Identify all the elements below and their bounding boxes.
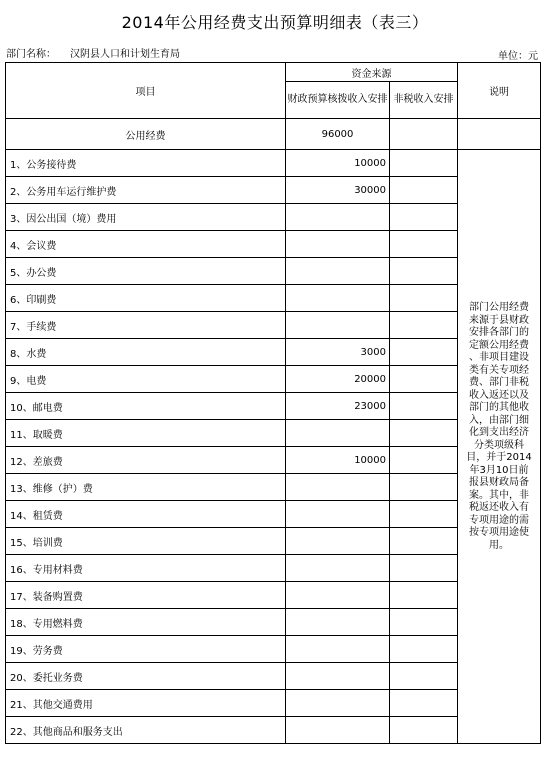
document-title: 2014年公用经费支出预算明细表（表三） xyxy=(121,13,429,32)
total-row xyxy=(6,119,541,150)
item-fiscal xyxy=(286,312,390,339)
item-label: 7、手续费 xyxy=(6,312,286,339)
item-nontax xyxy=(390,366,458,393)
department-name: 汉阴县人口和计划生育局 xyxy=(70,49,180,60)
note-line: 报县财政局备 xyxy=(469,477,529,488)
header-funding-source: 资金来源 xyxy=(286,63,458,82)
item-label: 1、公务接待费 xyxy=(6,150,286,177)
note-line: 用。 xyxy=(489,539,509,551)
note-line: 类有关专项经 xyxy=(469,364,529,376)
item-nontax xyxy=(390,231,458,258)
note-line: 分类项级科 xyxy=(474,439,524,451)
item-nontax xyxy=(390,528,458,555)
item-fiscal xyxy=(286,663,390,690)
total-nontax xyxy=(390,119,458,150)
total-label: 公用经费 xyxy=(6,119,286,150)
item-label: 13、维修（护）费 xyxy=(6,474,286,501)
item-nontax xyxy=(390,177,458,204)
note-line: 税返还收入有 xyxy=(469,502,529,513)
note-line: 专项用途的需 xyxy=(469,514,529,526)
item-nontax xyxy=(390,285,458,312)
item-fiscal xyxy=(286,231,390,258)
note-line: 定额公用经费 xyxy=(469,339,529,351)
item-fiscal xyxy=(286,420,390,447)
note-line: 安排各部门的 xyxy=(469,327,529,338)
note-cell xyxy=(458,150,541,744)
note-line: 部门公用经费 xyxy=(469,302,529,313)
item-nontax xyxy=(390,204,458,231)
item-label: 12、差旅费 xyxy=(6,447,286,474)
header-note: 说明 xyxy=(458,63,541,119)
note-line: 目，并于2014 xyxy=(466,452,532,463)
item-fiscal xyxy=(286,285,390,312)
item-label: 4、会议费 xyxy=(6,231,286,258)
item-label: 10、邮电费 xyxy=(6,393,286,420)
item-fiscal: 23000 xyxy=(286,393,390,420)
item-nontax xyxy=(390,501,458,528)
unit-label: 单位：元 xyxy=(498,51,538,62)
note-line: 部门的其他收 xyxy=(469,402,529,413)
item-label: 14、租赁费 xyxy=(6,501,286,528)
header-fiscal: 财政预算核拨收入安排 xyxy=(286,82,390,119)
item-fiscal xyxy=(286,258,390,285)
item-label: 3、因公出国（境）费用 xyxy=(6,204,286,231)
table-row xyxy=(6,150,541,177)
item-nontax xyxy=(390,312,458,339)
item-fiscal xyxy=(286,474,390,501)
total-note xyxy=(458,119,541,150)
item-fiscal xyxy=(286,204,390,231)
note-line: 费、部门非税 xyxy=(469,377,529,388)
note-line: 年3月10日前 xyxy=(469,464,529,476)
item-nontax xyxy=(390,447,458,474)
item-fiscal xyxy=(286,636,390,663)
department-label: 部门名称： xyxy=(6,49,56,60)
item-fiscal: 30000 xyxy=(286,177,390,204)
item-label: 15、培训费 xyxy=(6,528,286,555)
total-fiscal: 96000 xyxy=(286,119,390,150)
item-label: 17、装备购置费 xyxy=(6,582,286,609)
item-fiscal xyxy=(286,501,390,528)
item-nontax xyxy=(390,420,458,447)
item-label: 18、专用燃料费 xyxy=(6,609,286,636)
item-nontax xyxy=(390,582,458,609)
item-label: 20、委托业务费 xyxy=(6,663,286,690)
item-fiscal: 10000 xyxy=(286,447,390,474)
item-fiscal: 20000 xyxy=(286,366,390,393)
note-line: 案。其中，非 xyxy=(469,489,529,501)
item-label: 21、其他交通费用 xyxy=(6,690,286,717)
note-line: 来源于县财政 xyxy=(469,314,529,326)
item-label: 8、水费 xyxy=(6,339,286,366)
item-nontax xyxy=(390,636,458,663)
item-label: 11、取暖费 xyxy=(6,420,286,447)
item-fiscal xyxy=(286,555,390,582)
item-label: 9、电费 xyxy=(6,366,286,393)
item-fiscal xyxy=(286,528,390,555)
item-nontax xyxy=(390,474,458,501)
item-fiscal xyxy=(286,609,390,636)
item-fiscal xyxy=(286,690,390,717)
item-nontax xyxy=(390,339,458,366)
item-fiscal xyxy=(286,717,390,744)
item-fiscal xyxy=(286,582,390,609)
item-label: 2、公务用车运行维护费 xyxy=(6,177,286,204)
item-label: 22、其他商品和服务支出 xyxy=(6,717,286,744)
item-label: 6、印刷费 xyxy=(6,285,286,312)
note-line: 化到支出经济 xyxy=(469,427,529,438)
header-item: 项目 xyxy=(6,63,286,119)
item-nontax xyxy=(390,555,458,582)
item-nontax xyxy=(390,609,458,636)
item-nontax xyxy=(390,150,458,177)
item-nontax xyxy=(390,393,458,420)
item-nontax xyxy=(390,717,458,744)
item-fiscal: 3000 xyxy=(286,339,390,366)
header-nontax: 非税收入安排 xyxy=(390,82,458,119)
note-line: 按专项用途使 xyxy=(469,527,529,538)
item-label: 16、专用材料费 xyxy=(6,555,286,582)
item-nontax xyxy=(390,258,458,285)
item-label: 5、办公费 xyxy=(6,258,286,285)
item-label: 19、劳务费 xyxy=(6,636,286,663)
note-line: 入，由部门细 xyxy=(469,414,529,426)
department-line xyxy=(6,45,180,60)
budget-table xyxy=(5,62,541,744)
item-nontax xyxy=(390,690,458,717)
item-fiscal: 10000 xyxy=(286,150,390,177)
item-nontax xyxy=(390,663,458,690)
note-line: 、非项目建设 xyxy=(469,352,529,363)
note-line: 收入返还以及 xyxy=(469,389,529,401)
